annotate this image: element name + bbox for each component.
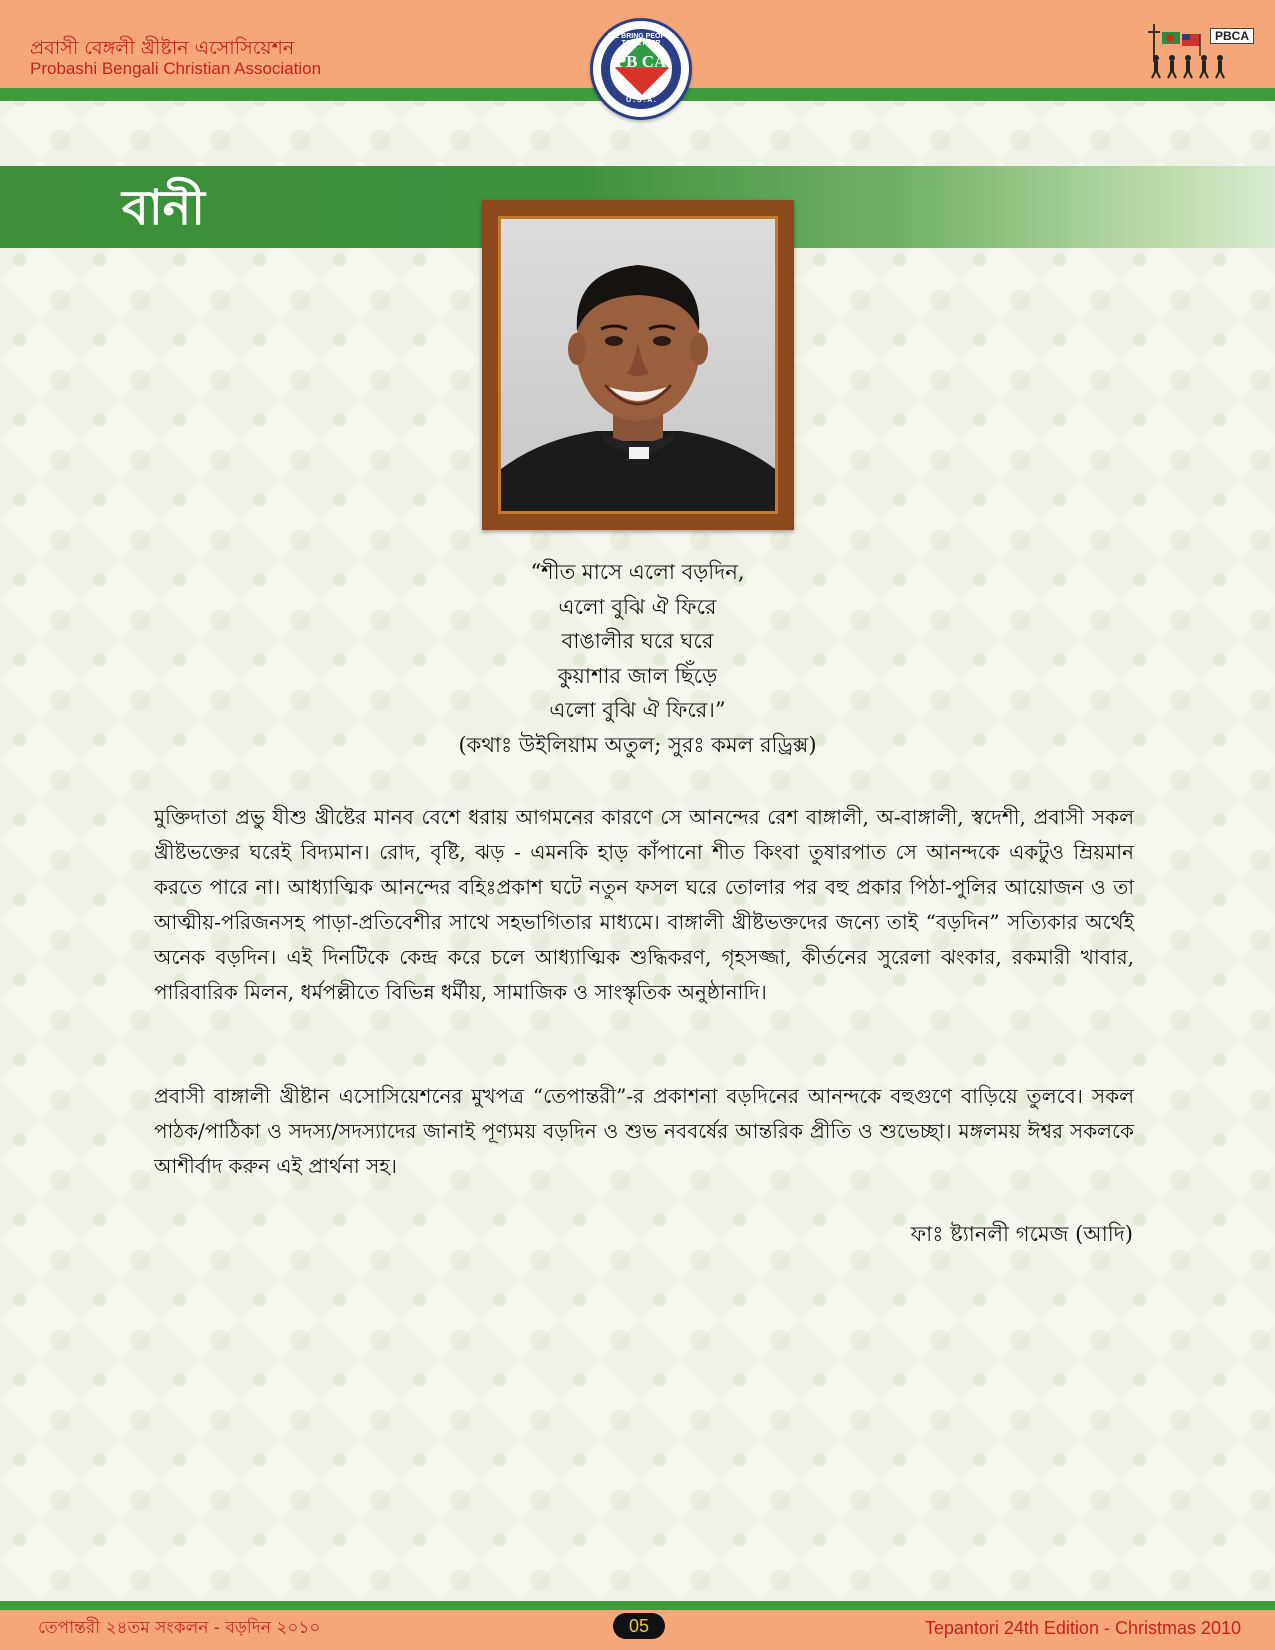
org-name-english: Probashi Bengali Christian Association [30, 59, 322, 78]
footer-edition-english: Tepantori 24th Edition - Christmas 2010 [924, 1618, 1241, 1638]
pbca-logo [590, 18, 692, 120]
poem-credit: (কথাঃ উইলিয়াম অতুল; সুরঃ কমল রড্রিক্স) [458, 732, 817, 757]
logo-country: U . S . A . [626, 97, 656, 104]
poem-line: “শীত মাসে এলো বড়দিন, [530, 560, 745, 584]
poem-block [340, 555, 935, 762]
message-paragraph-1: মুক্তিদাতা প্রভু যীশু খ্রীষ্টের মানব বেশে ধরায় আগমনের কারণে সে আনন্দের রেশ বাঙ্গালী, অ-বাঙ্গালী, স্বদেশী, প্রবাসী সকল খ্রীষ্টভক্তের ঘরেই বিদ্যমান। রোদ, বৃষ্টি, ঝড় - এমনকি হাড় কাঁপানো শীত কিংবা তুষারপাত সে আনন্দকে একটুও ম্রিয়মান করতে পারে না। আধ্যাত্মিক আনন্দের বহিঃপ্রকাশ ঘটে নতুন ফসল ঘরে তোলার পর বহু প্রকার পিঠা-পুলির আয়োজন ও তা আত্মীয়-পরিজনসহ পাড়া-প্রতিবেশীর সাথে সহভাগিতার মাধ্যমে। বাঙ্গালী খ্রীষ্টভক্তদের জন্যে তাই “বড়দিন” সত্যিকার অর্থেই অনেক বড়দিন। এই দিনটিকে কেন্দ্র করে চলে আধ্যাত্মিক শুদ্ধিকরণ, গৃহসজ্জা, কীর্তনের সুরেলা ঝংকার, রকমারী খাবার, পারিবারিক মিলন, ধর্মপল্লীতে বিভিন্ন ধর্মীয়, সামাজিক ও সাংস্কৃতিক অনুষ্ঠানাদি। [154, 805, 1134, 1004]
portrait-frame [482, 200, 794, 530]
logo-arc-text: WE BRING PEOPLE TOGETHER [607, 33, 675, 47]
poem-line: এলো বুঝি ঐ ফিরে [558, 594, 717, 619]
poem-line: বাঙালীর ঘরে ঘরে [561, 629, 714, 653]
portrait-photo [501, 219, 775, 511]
poem-line: এলো বুঝি ঐ ফিরে।” [549, 698, 726, 722]
priest-portrait-image [501, 219, 775, 511]
marching-flags-emblem [1142, 22, 1252, 82]
footer-green-stripe [0, 1601, 1275, 1610]
emblem-label: PBCA [1210, 28, 1254, 44]
page-number: 05 [613, 1613, 665, 1639]
logo-letters: PB CA [615, 52, 667, 71]
signature: ফাঃ ষ্ট্যানলী গমেজ (আদি) [910, 1222, 1133, 1246]
poem-line: কুয়াশার জাল ছিঁড়ে [557, 663, 718, 688]
footer-edition-bengali: তেপান্তরী ২৪তম সংকলন - বড়দিন ২০১০ [38, 1618, 321, 1638]
page-title: বানী [122, 180, 206, 236]
message-paragraph-2: প্রবাসী বাঙ্গালী খ্রীষ্টান এসোসিয়েশনের মুখপত্র “তেপান্তরী”-র প্রকাশনা বড়দিনের আনন্দকে বহুগুণে বাড়িয়ে তুলবে। সকল পাঠক/পাঠিকা ও সদস্য/সদস্যাদের জানাই পূণ্যময় বড়দিন ও শুভ নববর্ষের আন্তরিক প্রীতি ও শুভেচ্ছা। মঙ্গলময় ঈশ্বর সকলকে আশীর্বাদ করুন এই প্রার্থনা সহ। [154, 1084, 1134, 1178]
org-name-bengali: প্রবাসী বেঙ্গলী খ্রীষ্টান এসোসিয়েশন [30, 37, 295, 59]
